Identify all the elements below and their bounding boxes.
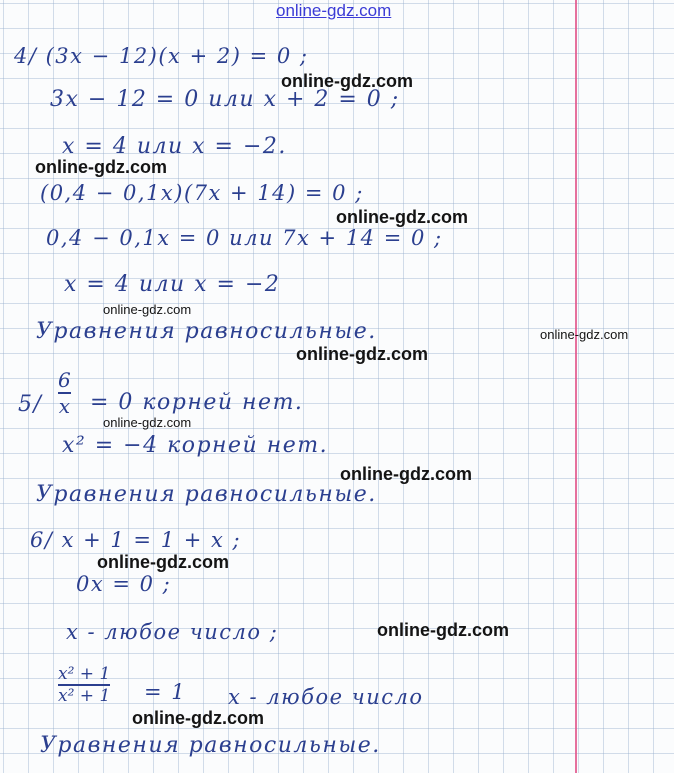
line-6b-fraction-denominator: x² + 1: [58, 686, 111, 706]
line-6b-equals: = 1: [144, 680, 187, 704]
line-5-square: x² = −4 корней нет.: [62, 433, 329, 458]
watermark: online-gdz.com: [281, 71, 413, 91]
line-6-simplified: 0x = 0 ;: [76, 572, 172, 596]
line-6-any-number: x - любое число ;: [66, 620, 279, 644]
line-5-statement: = 0 корней нет.: [90, 390, 304, 415]
line-6b-any-number: x - любое число: [228, 685, 424, 709]
line-5-fraction: [58, 368, 71, 418]
watermark-top-link[interactable]: online-gdz.com: [276, 1, 392, 20]
line-4-equation: 4/ (3x − 12)(x + 2) = 0 ;: [14, 44, 309, 68]
line-4b-roots: x = 4 или x = −2: [64, 272, 281, 297]
line-6-equation: 6/ x + 1 = 1 + x ;: [30, 528, 242, 552]
watermark: online-gdz.com: [132, 708, 264, 728]
line-4-conclusion: Уравнения равносильные.: [36, 319, 377, 344]
watermark: online-gdz.com: [103, 302, 192, 317]
line-5-fraction-denominator: x: [58, 394, 70, 418]
watermark: online-gdz.com: [97, 552, 229, 572]
line-4b-split: 0,4 − 0,1x = 0 или 7x + 14 = 0 ;: [46, 226, 443, 250]
watermark: online-gdz.com: [336, 207, 468, 227]
line-5-fraction-numerator: 6: [58, 368, 71, 392]
watermark: online-gdz.com: [35, 157, 167, 177]
notebook-margin-line: [575, 0, 577, 773]
line-4b-equation: (0,4 − 0,1x)(7x + 14) = 0 ;: [40, 181, 364, 205]
line-6b-fraction-numerator: x² + 1: [58, 664, 111, 684]
line-4-roots: x = 4 или x = −2.: [62, 134, 287, 159]
line-6b-fraction: [58, 664, 110, 706]
line-5-label: 5/: [18, 392, 43, 417]
watermark: online-gdz.com: [103, 415, 192, 430]
line-5-conclusion: Уравнения равносильные.: [36, 482, 377, 507]
watermark: online-gdz.com: [377, 620, 509, 640]
line-4-split: 3x − 12 = 0 или x + 2 = 0 ;: [50, 87, 400, 112]
watermark: online-gdz.com: [296, 344, 428, 364]
watermark: online-gdz.com: [340, 464, 472, 484]
line-6-conclusion: Уравнения равносильные.: [40, 733, 381, 758]
watermark: online-gdz.com: [540, 327, 629, 342]
